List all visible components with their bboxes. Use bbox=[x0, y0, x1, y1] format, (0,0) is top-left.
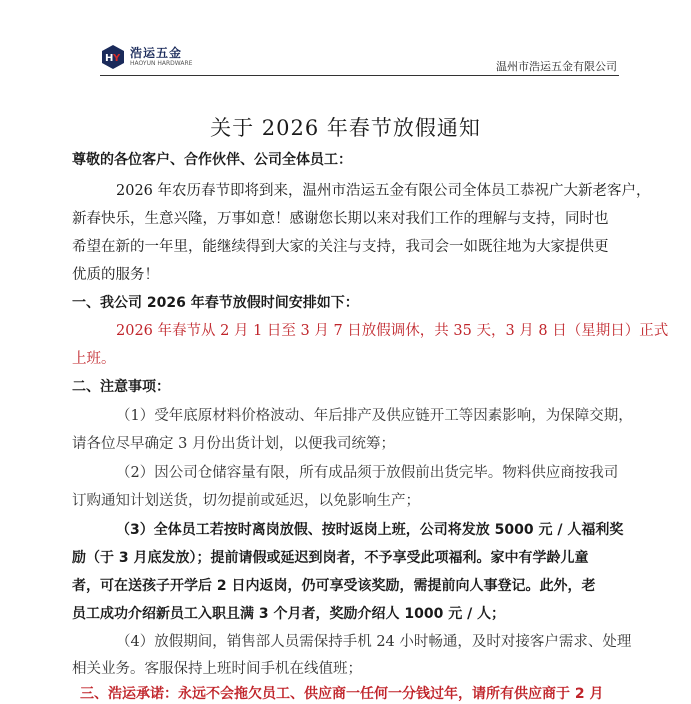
notice-title: 关于 2026 年春节放假通知 bbox=[210, 116, 481, 140]
logo-subtitle: HAOYUN HARDWARE bbox=[130, 60, 193, 67]
holiday-schedule-line: 2026 年春节从 2 月 1 日至 3 月 7 日放假调休，共 35 天，3 月 8 日（星期日）正式 bbox=[116, 323, 669, 339]
note-item-2: （2）因公司仓储容量有限，所有成品须于放假前出货完毕。物料供应商按我司 bbox=[116, 465, 619, 481]
holiday-schedule-line: 上班。 bbox=[72, 351, 116, 367]
note-item-3: （3）全体员工若按时离岗放假、按时返岗上班，公司将发放 5000 元 / 人福利奖 bbox=[116, 522, 624, 538]
hy-logo-icon bbox=[100, 44, 126, 70]
section2-heading: 二、注意事项： bbox=[72, 379, 170, 395]
note-item-3: 员工成功介绍新员工入职且满 3 个月者，奖励介绍人 1000 元 / 人； bbox=[72, 606, 506, 622]
letterhead bbox=[0, 0, 691, 80]
company-logo bbox=[100, 44, 192, 70]
svg-text:H: H bbox=[105, 53, 114, 64]
note-item-3: 励（于 3 月底发放）；提前请假或延迟到岗者，不予享受此项福利。家中有学龄儿童 bbox=[72, 550, 589, 566]
section1-heading: 一、我公司 2026 年春节放假时间安排如下： bbox=[72, 295, 359, 311]
svg-text:Y: Y bbox=[113, 53, 121, 64]
note-item-4: 相关业务。客服保持上班时间手机在线值班； bbox=[72, 661, 362, 677]
company-name: 温州市浩运五金有限公司 bbox=[496, 60, 617, 73]
intro-line: 2026 年农历春节即将到来，温州市浩运五金有限公司全体员工恭祝广大新老客户， bbox=[116, 183, 651, 199]
intro-line: 希望在新的一年里，能继续得到大家的关注与支持，我司会一如既往地为大家提供更 bbox=[72, 239, 609, 255]
note-item-3: 者，可在送孩子开学后 2 日内返岗，仍可享受该奖励，需提前向人事登记。此外，老 bbox=[72, 578, 596, 594]
note-item-2: 订购通知计划送货，切勿提前或延迟，以免影响生产； bbox=[72, 493, 420, 509]
intro-line: 新春快乐，生意兴隆，万事如意！感谢您长期以来对我们工作的理解与支持，同时也 bbox=[72, 211, 609, 227]
section3-heading: 三、浩运承诺：永远不会拖欠员工、供应商一任何一分钱过年，请所有供应商于 2 月 bbox=[80, 686, 604, 702]
header-divider bbox=[100, 75, 619, 76]
note-item-4: （4）放假期间，销售部人员需保持手机 24 小时畅通，及时对接客户需求、处理 bbox=[116, 634, 632, 650]
logo-name: 浩运五金 bbox=[130, 46, 183, 60]
note-item-1: 请各位尽早确定 3 月份出货计划，以便我司统筹； bbox=[72, 436, 395, 452]
note-item-1: （1）受年底原材料价格波动、年后排产及供应链开工等因素影响，为保障交期， bbox=[116, 408, 633, 424]
greeting: 尊敬的各位客户、合作伙伴、公司全体员工： bbox=[72, 152, 352, 168]
intro-line: 优质的服务！ bbox=[72, 267, 159, 283]
